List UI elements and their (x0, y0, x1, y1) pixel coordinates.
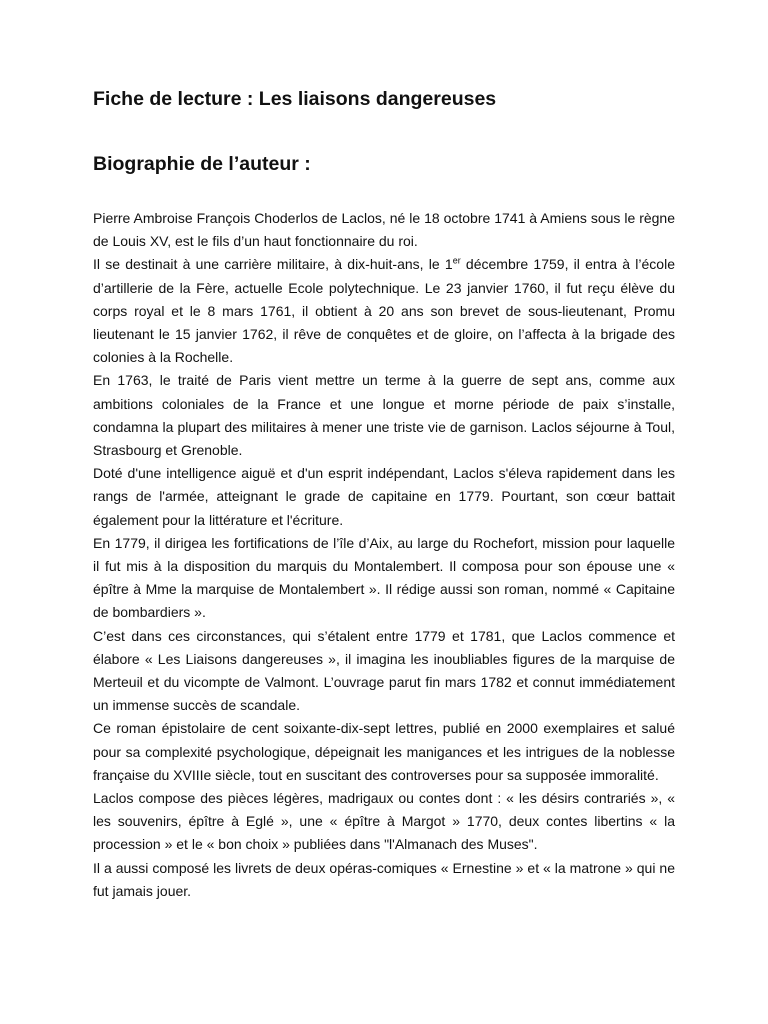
paragraph-operas: Il a aussi composé les livrets de deux opéras-comiques « Ernestine » et « la matrone » qui ne fut jamais jouer. (93, 859, 675, 899)
paragraph-text: Il se destinait à une carrière militaire, à dix-huit-ans, le 1 (93, 256, 453, 273)
paragraph-military-career (93, 253, 675, 369)
paragraph-captain: Doté d'une intelligence aiguë et d'un esprit indépendant, Laclos s'éleva rapidement dans les rangs de l'armée, atteignant le grade de capitaine en 1779. Pourtant, son cœur battait également pour la littérature et l'écriture. (93, 465, 675, 528)
paragraph-liaisons-dangereuses: C’est dans ces circonstances, qui s’étalent entre 1779 et 1781, que Laclos commence et élabore « Les Liaisons dangereuses », il imagina les inoubliables figures de la marquise de Merteuil et du vicompte de Valmont. L’ouvrage parut fin mars 1782 et connut immédiatement un immense succès de scandale. (93, 627, 675, 714)
paragraph-epistolary-novel: Ce roman épistolaire de cent soixante-dix-sept lettres, publié en 2000 exemplaires et salué pour sa complexité psychologique, dépeignait les manigances et les intrigues de la noblesse française du XVIIIe siècle, tout en suscitant des controverses pour sa supposée immoralité. (93, 720, 675, 783)
paragraph-intro: Pierre Ambroise François Choderlos de Laclos, né le 18 octobre 1741 à Amiens sous le règne de Louis XV, est le fils d’un haut fonctionnaire du roi. (93, 210, 675, 250)
document-page (93, 86, 675, 903)
biography-body (93, 207, 675, 903)
paragraph-treaty-of-paris: En 1763, le traité de Paris vient mettre un terme à la guerre de sept ans, comme aux ambitions coloniales de la France et une longue et morne période de paix s’installe, condamna la plupart des militaires à mener une triste vie de garnison. Laclos séjourne à Toul, Strasbourg et Grenoble. (93, 372, 675, 459)
paragraph-ile-d-aix: En 1779, il dirigea les fortifications de l’île d’Aix, au large du Rochefort, mission pour laquelle il fut mis à la disposition du marquis du Montalembert. Il composa pour son épouse une « épître à Mme la marquise de Montalembert ». Il rédige aussi son roman, nommé « Capitaine de bombardiers ». (93, 534, 675, 621)
paragraph-text: décembre 1759, il entra à l’école d’artillerie de la Fère, actuelle Ecole polytechnique. Le 23 janvier 1760, il fut reçu élève du corps royal et le 8 mars 1761, il obtient à 20 ans son brevet de sous-lieutenant, Promu lieutenant le 15 janvier 1762, il rêve de conquêtes et de gloire, on l’affecta à la brigade des colonies à la Rochelle. (93, 256, 675, 366)
ordinal-superscript: er (452, 255, 461, 266)
paragraph-light-works: Laclos compose des pièces légères, madrigaux ou contes dont : « les désirs contrariés », « les souvenirs, épître à Eglé », une « épître à Margot » 1770, deux contes libertins « la procession » et le « bon choix » publiées dans "l'Almanach des Muses". (93, 790, 675, 853)
document-title: Fiche de lecture : Les liaisons dangereuses (93, 88, 497, 110)
section-heading-biography: Biographie de l’auteur : (93, 153, 311, 175)
